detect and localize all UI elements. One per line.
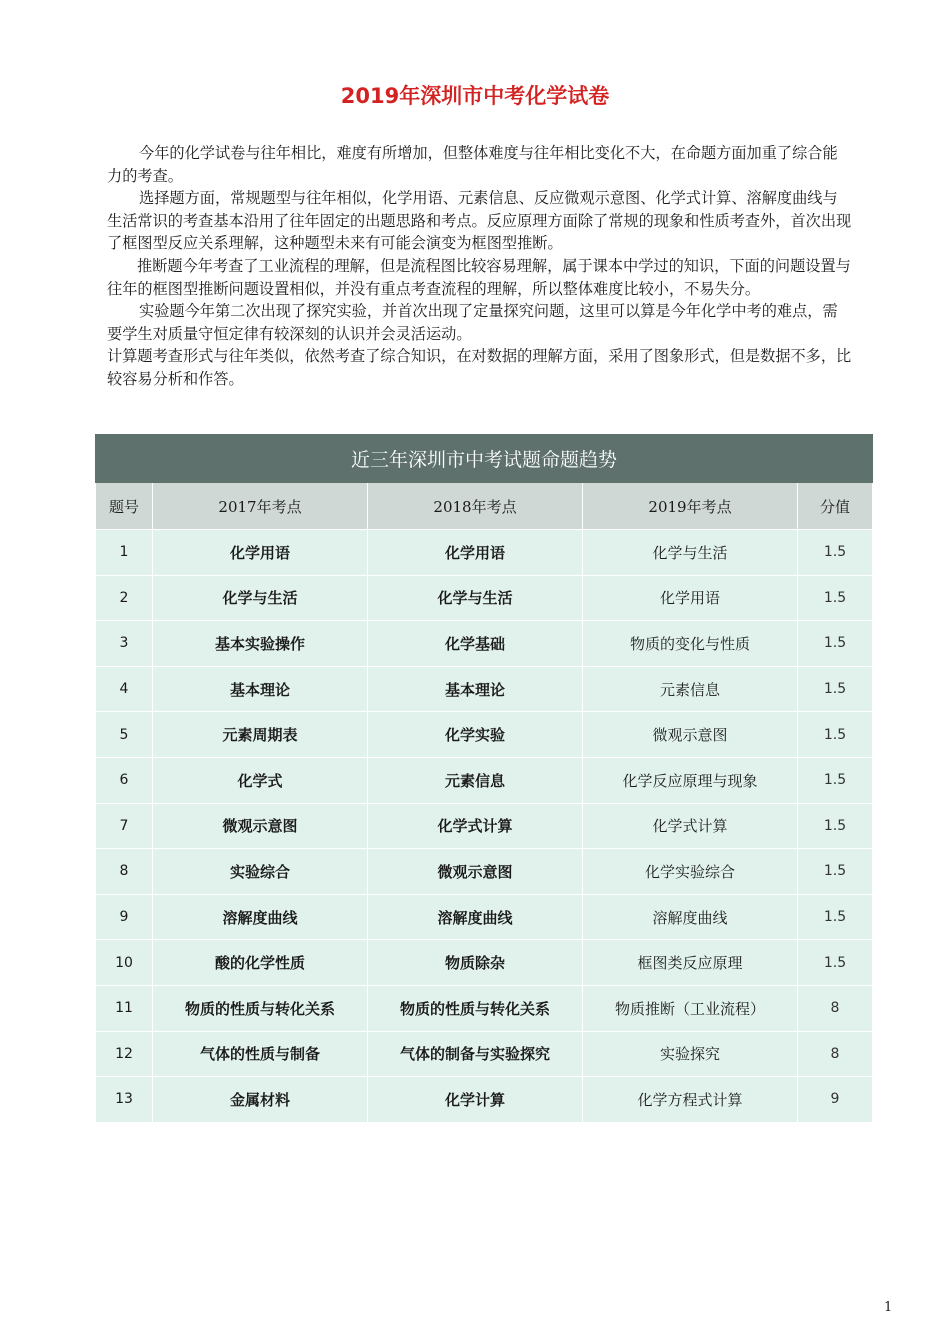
cell-2019: 框图类反应原理 [583, 940, 798, 986]
table-row [96, 849, 873, 895]
cell-score: 1.5 [798, 940, 873, 986]
cell-2018: 化学实验 [368, 712, 583, 758]
cell-number: 4 [96, 666, 153, 712]
table-row [96, 666, 873, 712]
table-row [96, 575, 873, 621]
cell-number: 7 [96, 803, 153, 849]
cell-2017: 微观示意图 [153, 803, 368, 849]
header-2018: 2018年考点 [368, 483, 583, 530]
table-row [96, 894, 873, 940]
trend-table [95, 434, 873, 1123]
cell-number: 11 [96, 985, 153, 1031]
table-row [96, 803, 873, 849]
header-2017: 2017年考点 [153, 483, 368, 530]
cell-2018: 微观示意图 [368, 849, 583, 895]
cell-2017: 酸的化学性质 [153, 940, 368, 986]
intro-text [107, 142, 852, 391]
table-row [96, 712, 873, 758]
cell-score: 8 [798, 985, 873, 1031]
cell-2019: 化学式计算 [583, 803, 798, 849]
cell-score: 1.5 [798, 530, 873, 576]
cell-score: 1.5 [798, 894, 873, 940]
intro-paragraph: 计算题考查形式与往年类似，依然考查了综合知识，在对数据的理解方面，采用了图象形式，但是数据不多，比较容易分析和作答。 [107, 347, 852, 388]
cell-score: 9 [798, 1077, 873, 1123]
cell-2018: 化学式计算 [368, 803, 583, 849]
cell-number: 8 [96, 849, 153, 895]
cell-2017: 基本实验操作 [153, 621, 368, 667]
cell-2017: 化学与生活 [153, 575, 368, 621]
cell-2019: 化学反应原理与现象 [583, 757, 798, 803]
cell-score: 1.5 [798, 712, 873, 758]
cell-number: 1 [96, 530, 153, 576]
document-title: 2019年深圳市中考化学试卷 [340, 84, 610, 108]
cell-2018: 化学基础 [368, 621, 583, 667]
page-number: 1 [884, 1300, 893, 1315]
cell-2019: 化学用语 [583, 575, 798, 621]
cell-2018: 溶解度曲线 [368, 894, 583, 940]
table-header-row [96, 483, 873, 530]
table-row [96, 1077, 873, 1123]
cell-number: 12 [96, 1031, 153, 1077]
header-2019: 2019年考点 [583, 483, 798, 530]
cell-score: 1.5 [798, 803, 873, 849]
table-row [96, 1031, 873, 1077]
cell-score: 1.5 [798, 621, 873, 667]
intro-paragraph: 实验题今年第二次出现了探究实验，并首次出现了定量探究问题，这里可以算是今年化学中考的难点，需要学生对质量守恒定律有较深刻的认识并会灵活运动。 [107, 302, 838, 343]
cell-number: 13 [96, 1077, 153, 1123]
cell-2017: 溶解度曲线 [153, 894, 368, 940]
intro-paragraph: 推断题今年考查了工业流程的理解，但是流程图比较容易理解，属于课本中学过的知识，下面的问题设置与往年的框图型推断问题设置相似，并没有重点考查流程的理解，所以整体难度比较小，不易失分。 [107, 256, 851, 298]
cell-2019: 物质推断（工业流程） [583, 985, 798, 1031]
intro-paragraph: 今年的化学试卷与往年相比，难度有所增加，但整体难度与往年相比变化不大，在命题方面加重了综合能力的考查。 [107, 144, 838, 185]
cell-2017: 物质的性质与转化关系 [153, 985, 368, 1031]
table-row [96, 621, 873, 667]
cell-2017: 化学式 [153, 757, 368, 803]
table-row [96, 985, 873, 1031]
cell-2017: 基本理论 [153, 666, 368, 712]
cell-number: 10 [96, 940, 153, 986]
header-score: 分值 [798, 483, 873, 530]
cell-number: 5 [96, 712, 153, 758]
header-number: 题号 [96, 483, 153, 530]
cell-2018: 基本理论 [368, 666, 583, 712]
table-row [96, 940, 873, 986]
cell-2019: 物质的变化与性质 [583, 621, 798, 667]
cell-2018: 物质的性质与转化关系 [368, 985, 583, 1031]
cell-2019: 元素信息 [583, 666, 798, 712]
cell-score: 1.5 [798, 666, 873, 712]
cell-2017: 化学用语 [153, 530, 368, 576]
cell-number: 6 [96, 757, 153, 803]
table-row [96, 757, 873, 803]
cell-2018: 气体的制备与实验探究 [368, 1031, 583, 1077]
cell-2019: 化学方程式计算 [583, 1077, 798, 1123]
cell-2018: 元素信息 [368, 757, 583, 803]
cell-2019: 化学实验综合 [583, 849, 798, 895]
cell-2017: 金属材料 [153, 1077, 368, 1123]
cell-number: 9 [96, 894, 153, 940]
cell-2017: 实验综合 [153, 849, 368, 895]
cell-2018: 化学用语 [368, 530, 583, 576]
cell-2019: 微观示意图 [583, 712, 798, 758]
cell-score: 1.5 [798, 575, 873, 621]
cell-2017: 气体的性质与制备 [153, 1031, 368, 1077]
cell-2018: 化学与生活 [368, 575, 583, 621]
cell-score: 1.5 [798, 757, 873, 803]
cell-score: 8 [798, 1031, 873, 1077]
cell-2019: 实验探究 [583, 1031, 798, 1077]
cell-2017: 元素周期表 [153, 712, 368, 758]
cell-2018: 化学计算 [368, 1077, 583, 1123]
intro-paragraph: 选择题方面，常规题型与往年相似，化学用语、元素信息、反应微观示意图、化学式计算、溶解度曲线与生活常识的考查基本沿用了往年固定的出题思路和考点。反应原理方面除了常规的现象和性质考查外，首次出现了框图型反应关系理解，这种题型未来有可能会演变为框图型推断。 [107, 189, 852, 253]
cell-2019: 溶解度曲线 [583, 894, 798, 940]
table-row [96, 530, 873, 576]
cell-2019: 化学与生活 [583, 530, 798, 576]
cell-score: 1.5 [798, 849, 873, 895]
cell-number: 3 [96, 621, 153, 667]
table-caption: 近三年深圳市中考试题命题趋势 [96, 435, 873, 483]
cell-2018: 物质除杂 [368, 940, 583, 986]
cell-number: 2 [96, 575, 153, 621]
